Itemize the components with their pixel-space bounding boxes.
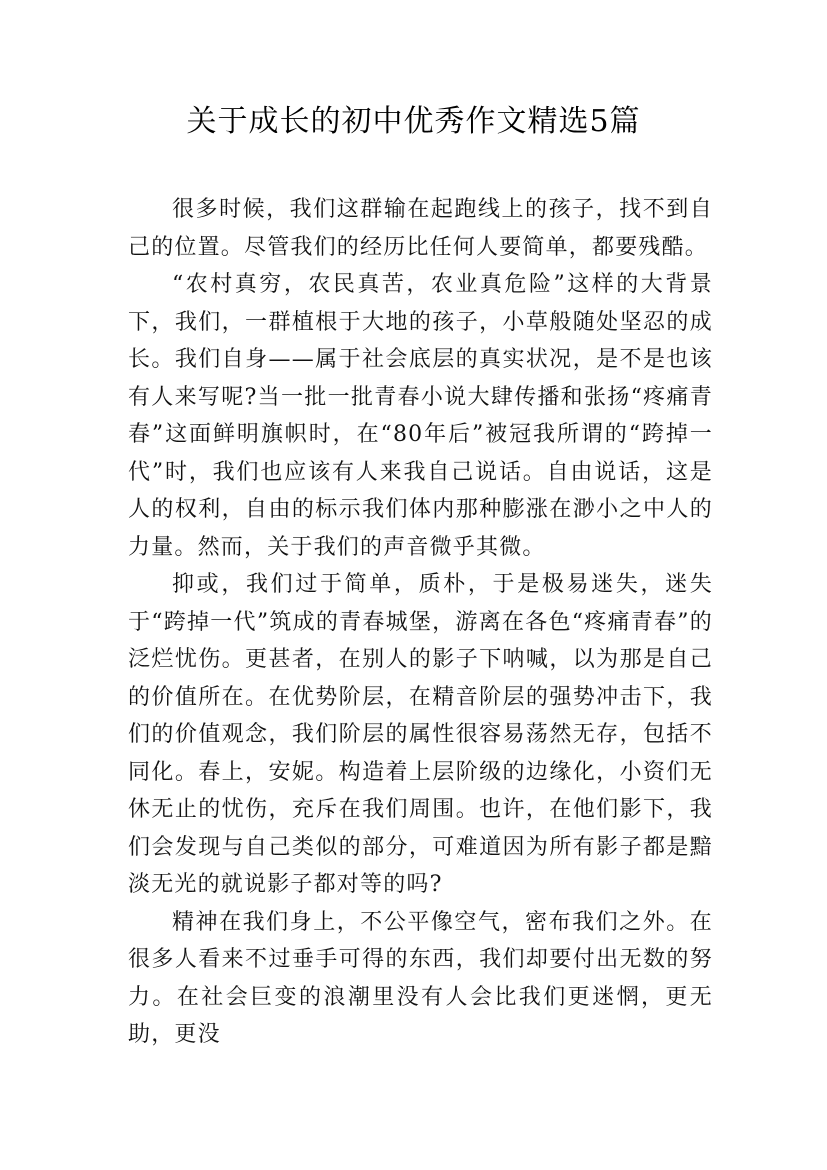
paragraph-4: 精神在我们身上，不公平像空气，密布我们之外。在很多人看来不过垂手可得的东西，我们却要付出无数的努力。在社会巨变的浪潮里没有人会比我们更迷惘，更无助，更没 xyxy=(128,909,713,1047)
paragraph-1: 很多时候，我们这群输在起跑线上的孩子，找不到自己的位置。尽管我们的经历比任何人要简单，都要残酷。 xyxy=(128,197,713,260)
document-title: 关于成长的初中优秀作文精选5篇 xyxy=(186,104,641,139)
document-body xyxy=(128,191,713,1054)
paragraph-2: “农村真穷，农民真苦，农业真危险”这样的大背景下，我们，一群植根于大地的孩子，小草般随处坚忍的成长。我们自身——属于社会底层的真实状况，是不是也该有人来写呢?当一批一批青春小说大肆传播和张扬“疼痛青春”这面鲜明旗帜时，在“80年后”被冠我所谓的“跨掉一代”时，我们也应该有人来我自己说话。自由说话，这是人的权利，自由的标示我们体内那种膨涨在渺小之中人的力量。然而，关于我们的声音微乎其微。 xyxy=(128,272,713,560)
paragraph-3: 抑或，我们过于简单，质朴，于是极易迷失，迷失于“跨掉一代”筑成的青春城堡，游离在各色“疼痛青春”的泛烂忧伤。更甚者，在别人的影子下呐喊，以为那是自己的价值所在。在优势阶层，在精音阶层的强势冲击下，我们的价值观念，我们阶层的属性很容易荡然无存，包括不同化。春上，安妮。构造着上层阶级的边缘化，小资们无休无止的忧伤，充斥在我们周围。也许，在他们影下，我们会发现与自己类似的部分，可难道因为所有影子都是黯淡无光的就说影子都对等的吗? xyxy=(128,572,713,897)
